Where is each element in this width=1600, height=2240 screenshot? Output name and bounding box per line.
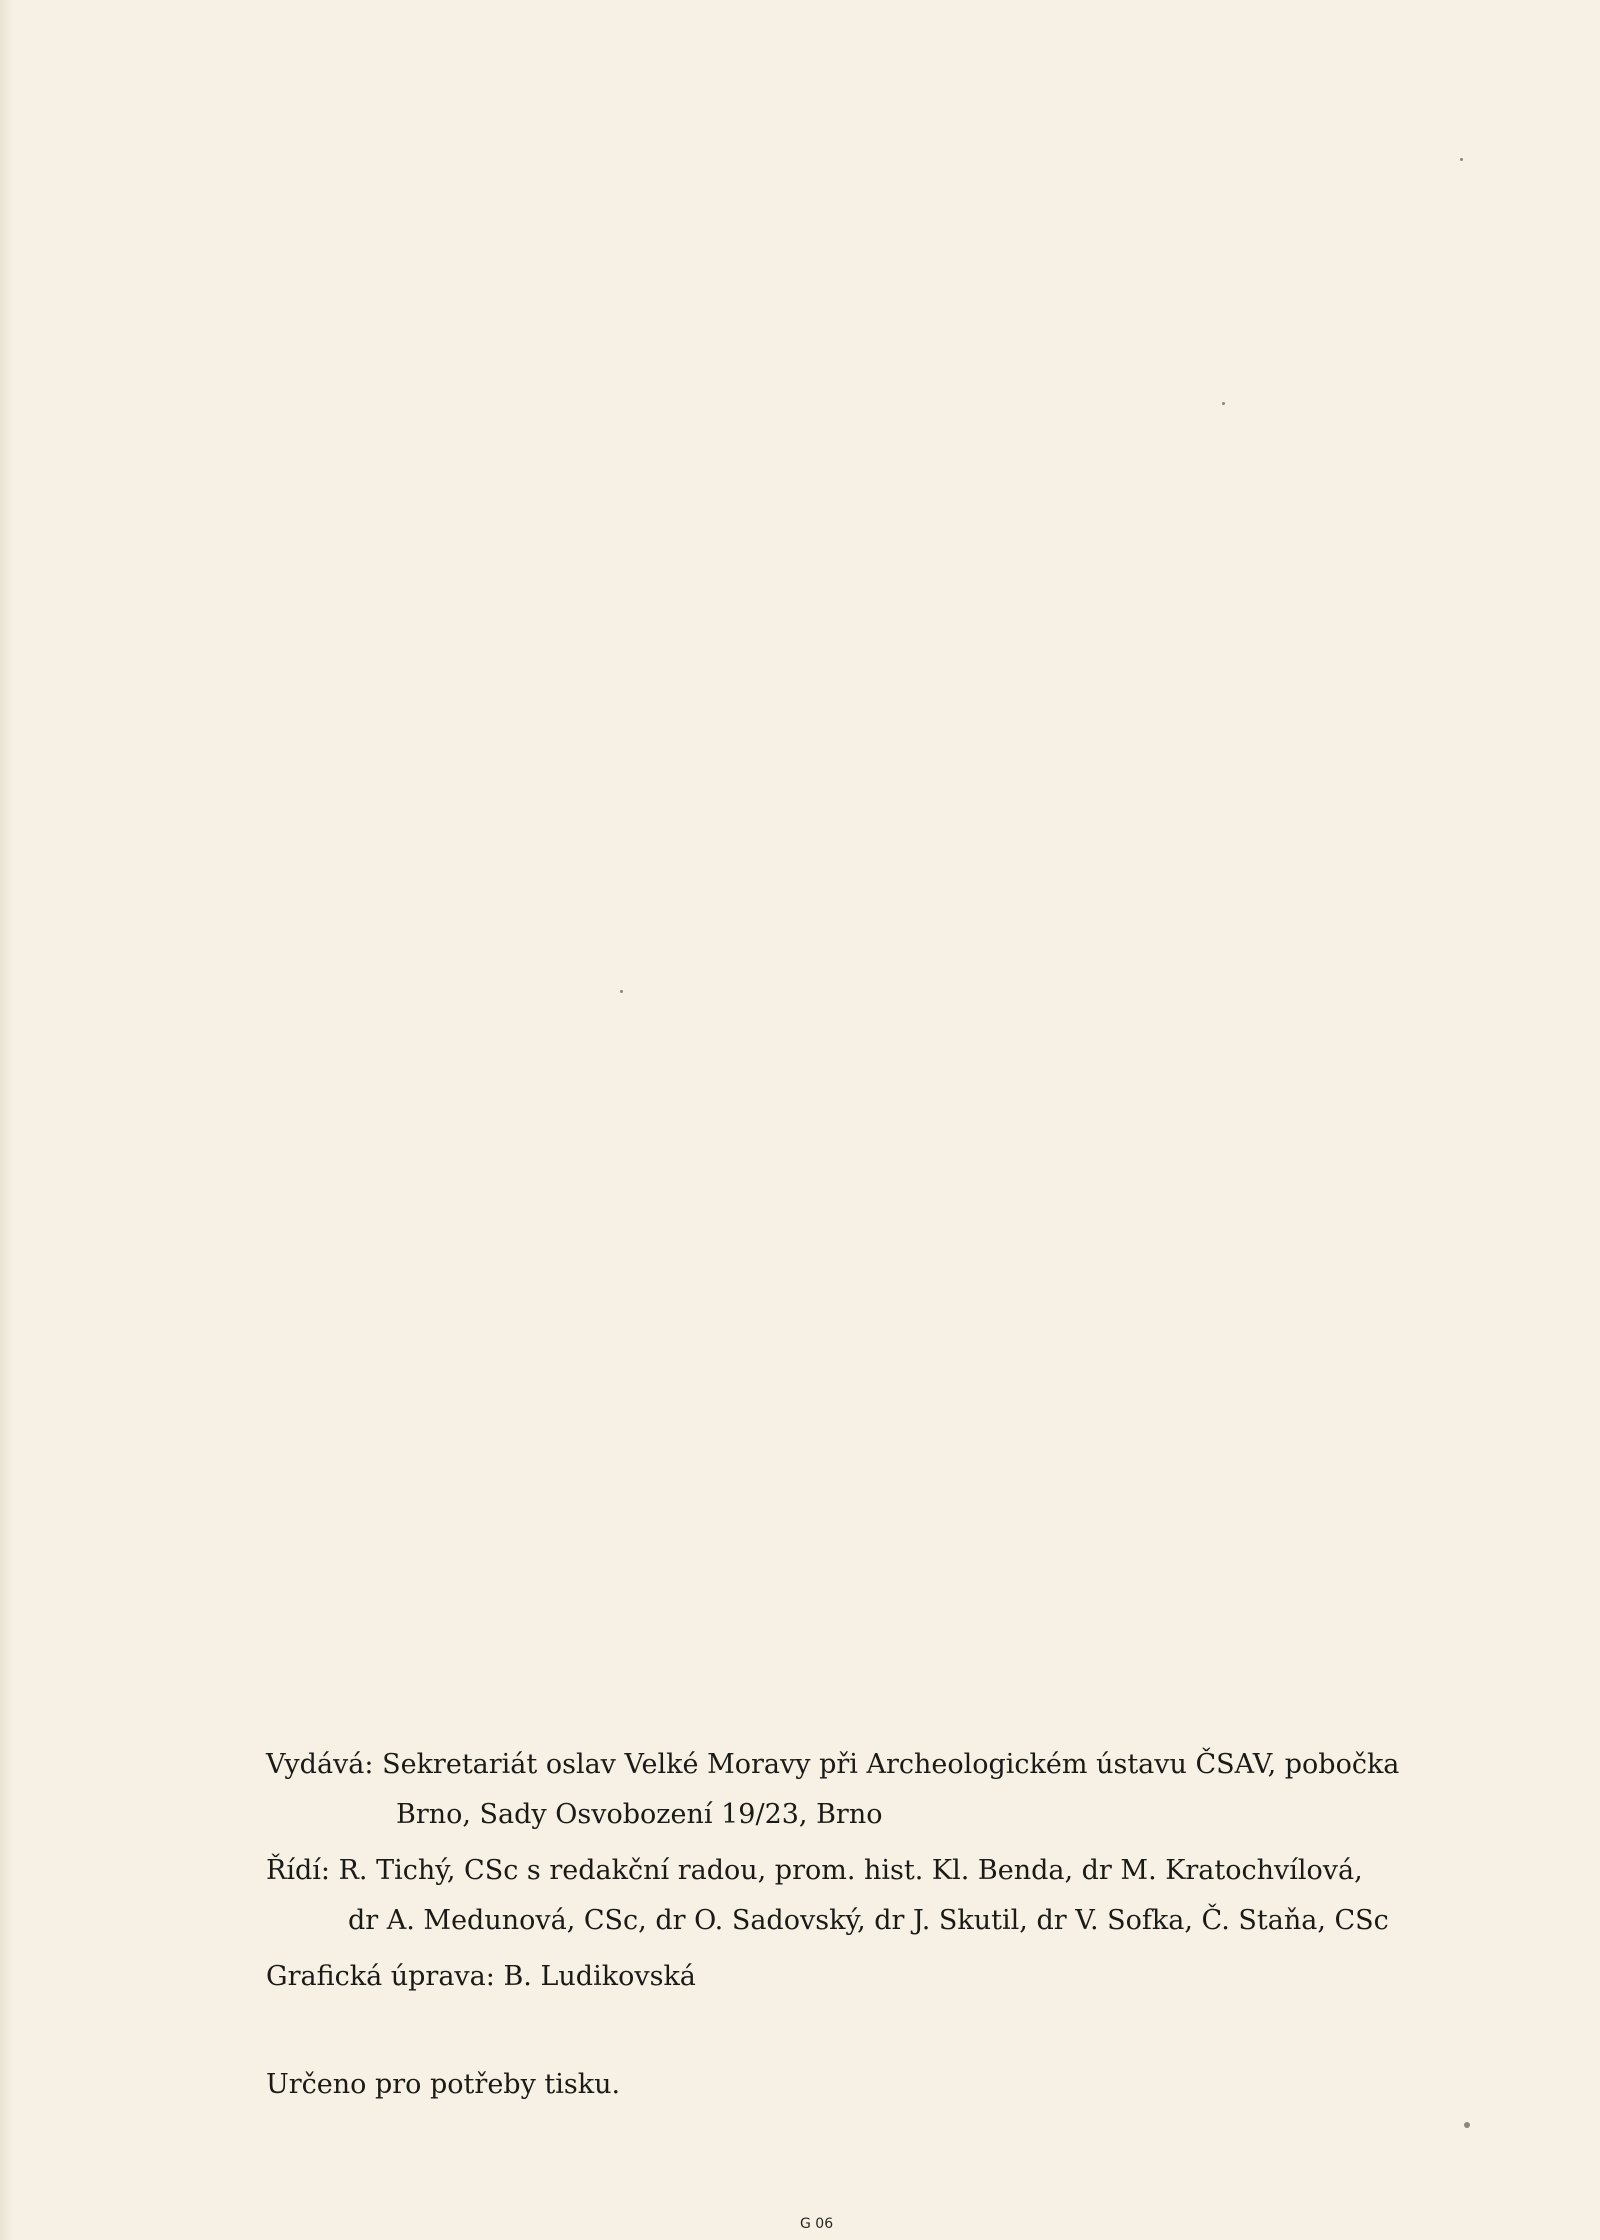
publisher-line-2: Brno, Sady Osvobození 19/23, Brno xyxy=(396,1799,883,1830)
publisher-entry xyxy=(266,1740,1406,1840)
design-text: B. Ludikovská xyxy=(503,1961,696,1992)
spacer xyxy=(266,2008,1406,2060)
paper-speck xyxy=(620,990,623,993)
paper-speck xyxy=(1460,158,1463,161)
editor-text: R. Tichý, CSc s redakční radou, prom. hist. Kl. Benda, dr M. Kratochvílová, xyxy=(338,1855,1363,1886)
print-code: G 06 xyxy=(800,2216,834,2232)
print-note: Určeno pro potřeby tisku. xyxy=(266,2069,621,2100)
design-label: Grafická úprava: xyxy=(266,1961,495,1992)
editor-line-2: dr A. Medunová, CSc, dr O. Sadovský, dr J. Skutil, dr V. Sofka, Č. Staňa, CSc xyxy=(348,1905,1389,1936)
note-entry xyxy=(266,2060,1406,2110)
colophon xyxy=(266,1740,1406,2116)
publisher-text: Sekretariát oslav Velké Moravy při Archeologickém ústavu ČSAV, pobočka xyxy=(382,1749,1400,1780)
editor-line-1 xyxy=(266,1846,1406,1896)
publisher-line-1 xyxy=(266,1740,1406,1790)
paper-speck xyxy=(1464,2122,1470,2128)
paper-speck xyxy=(1222,402,1225,405)
page-left-edge xyxy=(0,0,14,2240)
editor-entry xyxy=(266,1846,1406,1946)
editor-label: Řídí: xyxy=(266,1855,330,1886)
design-entry xyxy=(266,1952,1406,2002)
design-line xyxy=(266,1952,1406,2002)
publisher-label: Vydává: xyxy=(266,1749,374,1780)
